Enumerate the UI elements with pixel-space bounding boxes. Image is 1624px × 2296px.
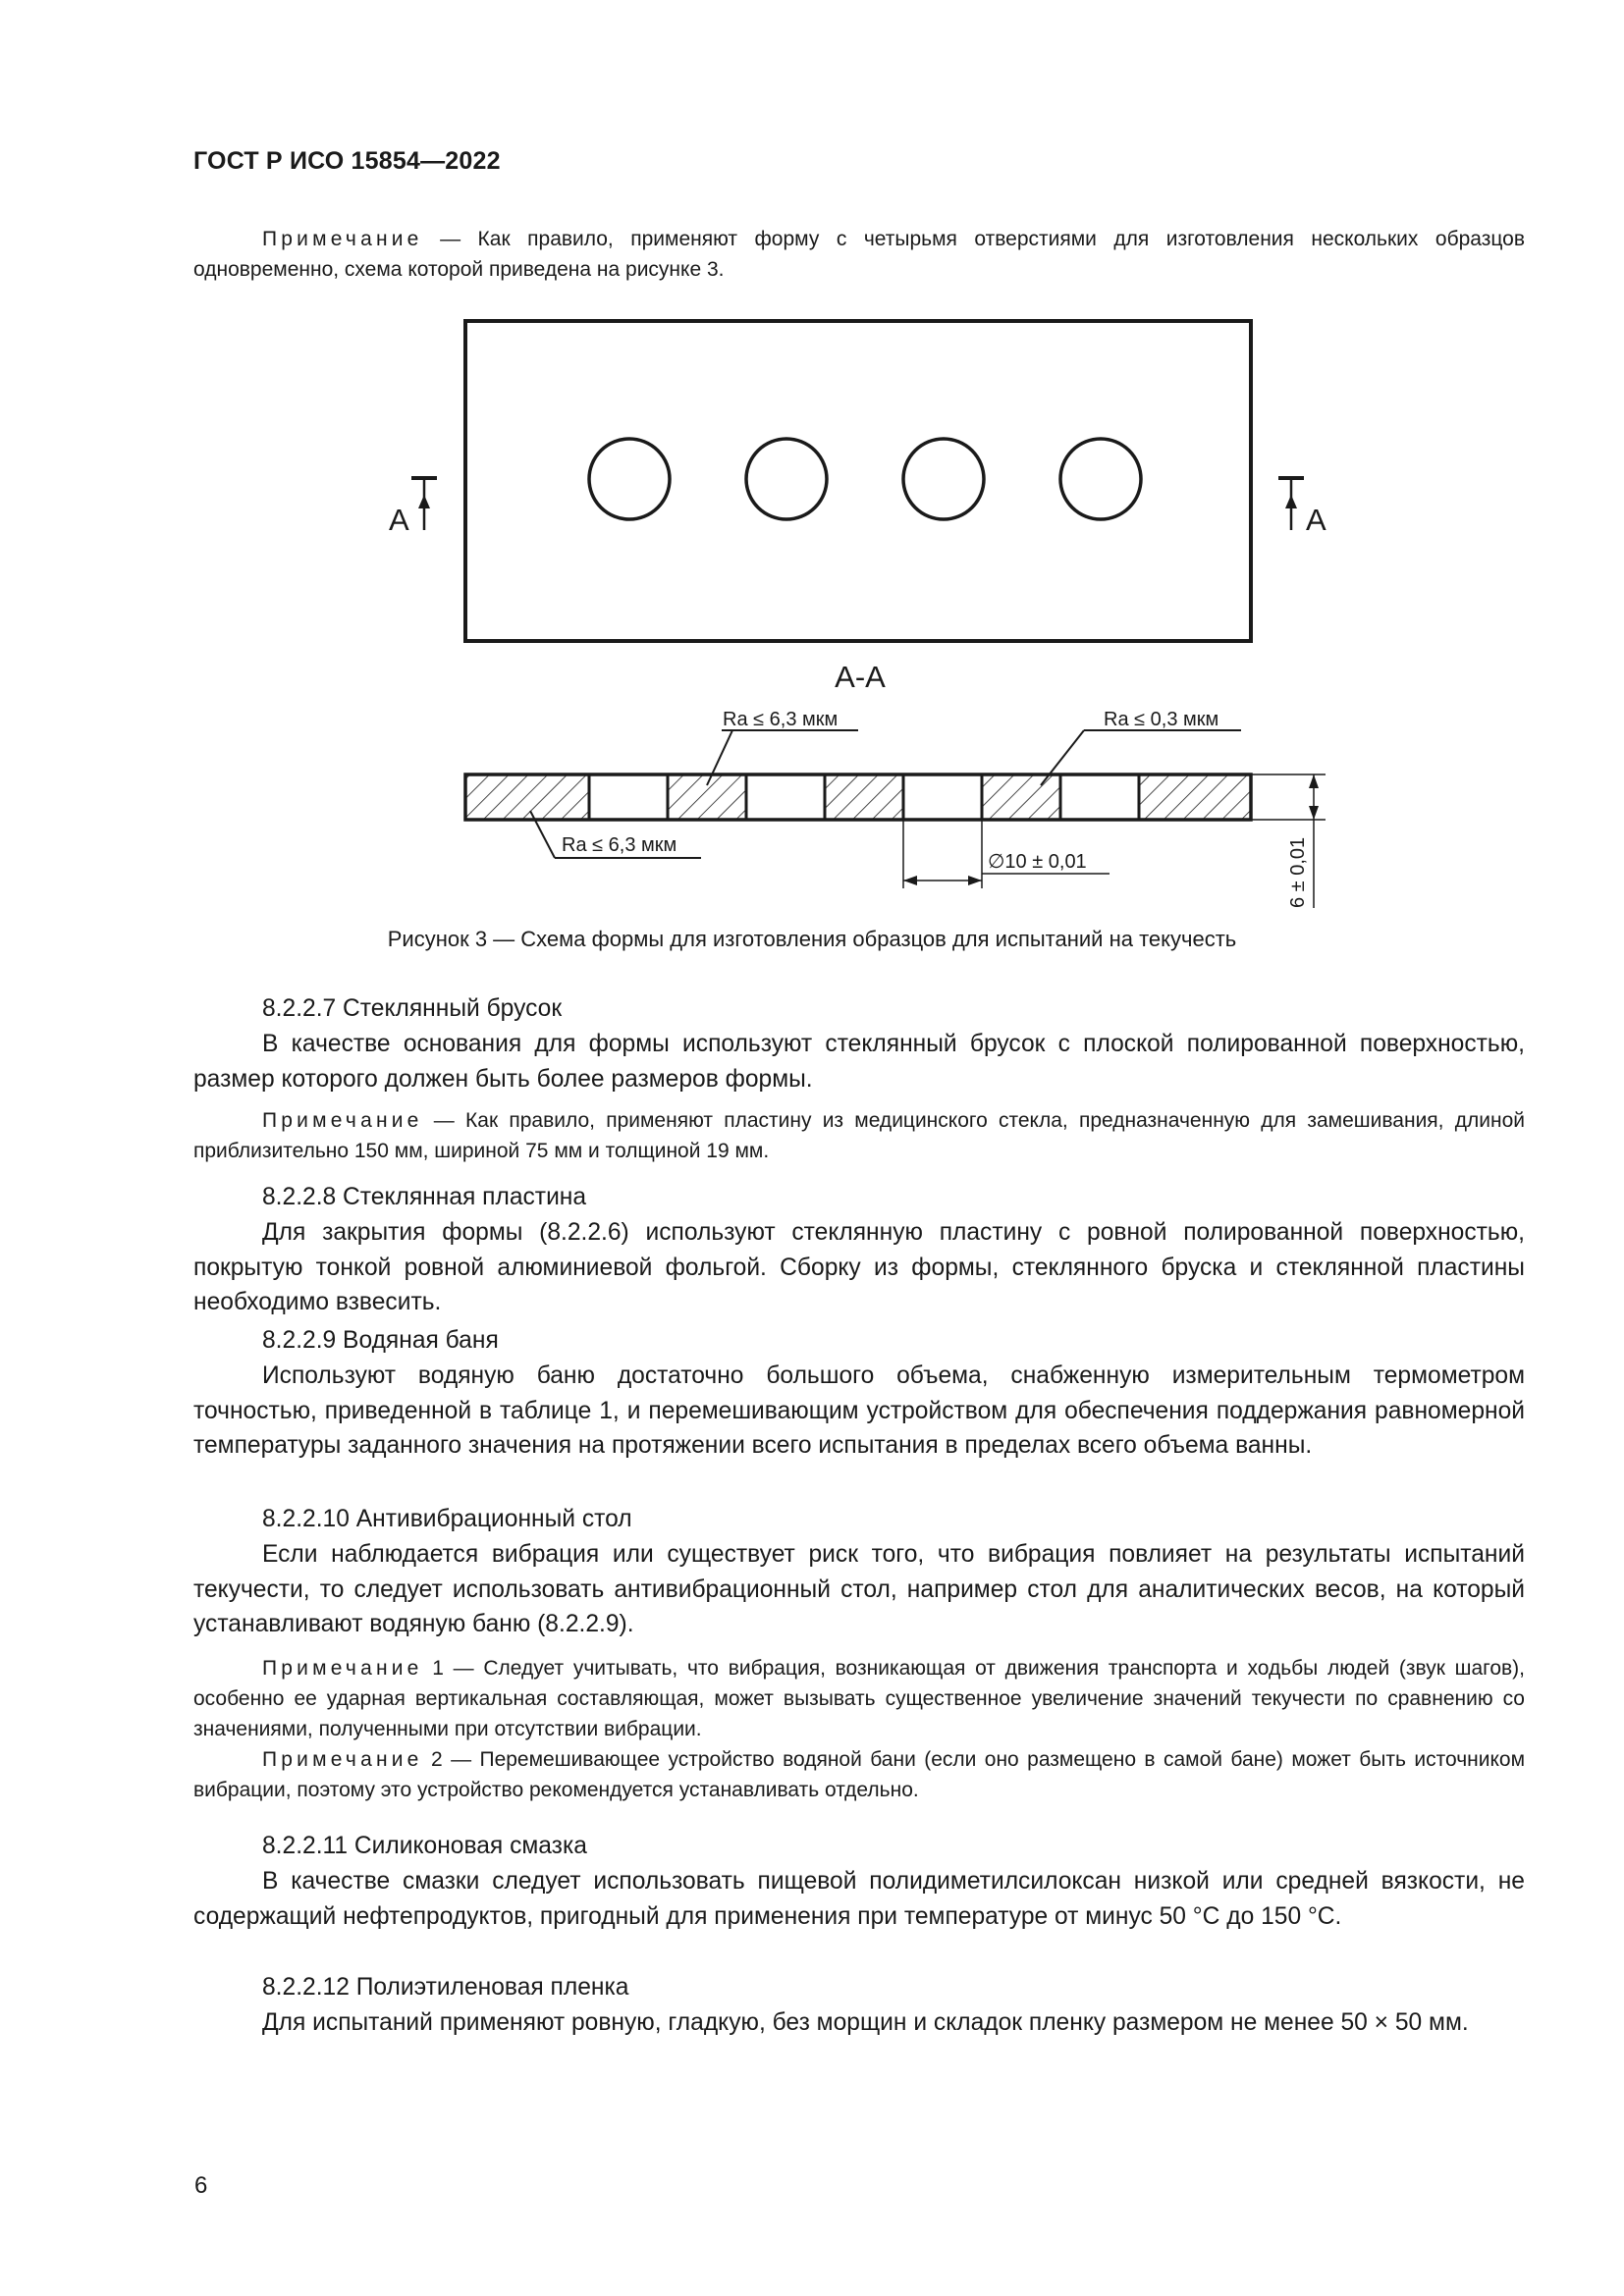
section-text: Используют водяную баню достаточно большого объема, снабженную измерительным термометром точностью, приведенной в таблице 1, и перемешивающим устройством для обеспечения поддержания равномерной температуры заданного значения на протяжении всего испытания в пределах всего объема ванны. (193, 1362, 1525, 1460)
mold-hole-2 (746, 439, 827, 519)
note2-label: Примечание (262, 1748, 423, 1771)
section-8-2-2-9 (193, 1323, 1525, 1464)
section-heading: 8.2.2.8 Стеклянная пластина (262, 1184, 587, 1210)
section-8-2-2-8 (193, 1180, 1525, 1320)
ra-bottom-label: Ra ≤ 6,3 мкм (562, 834, 677, 856)
note2-text: 2 — Перемешивающее устройство водяной бани (если оно размещено в самой бане) может быть источником вибрации, поэтому это устройство рекомендуется устанавливать отдельно. (193, 1748, 1526, 1801)
section-text: Если наблюдается вибрация или существует риск того, что вибрация повлияет на результаты испытаний текучести, то следует использовать антивибрационный стол, например стол для аналитических весов, на который устанавливают водяную баню (8.2.2.9). (193, 1540, 1525, 1638)
thickness-dimension (1251, 774, 1326, 908)
section-heading: 8.2.2.7 Стеклянный брусок (262, 995, 563, 1022)
thickness-label: 6 ± 0,01 (1287, 836, 1309, 908)
note-8-2-2-7 (193, 1105, 1525, 1166)
page-number: 6 (194, 2172, 208, 2199)
ra-top-right-label: Ra ≤ 0,3 мкм (1104, 709, 1219, 730)
note-text: — Как правило, применяют форму с четырьмя отверстиями для изготовления нескольких образцов одновременно, схема которой приведена на рисунке 3. (193, 228, 1525, 281)
mold-hole-4 (1060, 439, 1141, 519)
section-mark-left (389, 478, 437, 537)
section-8-2-2-12 (193, 1970, 1525, 2041)
mold-hole-1 (589, 439, 670, 519)
section-8-2-2-11 (193, 1829, 1525, 1934)
section-mark-left-label: A (389, 503, 409, 537)
section-mark-right-label: A (1306, 503, 1326, 537)
document-header: ГОСТ Р ИСО 15854—2022 (193, 147, 501, 175)
ra-top-left-label: Ra ≤ 6,3 мкм (723, 709, 839, 730)
section-heading: 8.2.2.10 Антивибрационный стол (262, 1506, 632, 1532)
note1-label: Примечание (262, 1657, 423, 1680)
diameter-label: ∅10 ± 0,01 (988, 851, 1087, 873)
section-heading: 8.2.2.11 Силиконовая смазка (262, 1833, 587, 1859)
section-text: Для закрытия формы (8.2.2.6) используют стеклянную пластину с ровной полированной поверхностью, покрытую тонкой ровной алюминиевой фольгой. Сборку из формы, стеклянного бруска и стеклянной пластины необходимо взвесить. (193, 1218, 1525, 1316)
diameter-dimension (903, 820, 1110, 888)
section-text: В качестве смазки следует использовать пищевой полидиметилсилоксан низкой или средней вязкости, не содержащий нефтепродуктов, пригодный для применения при температуре от минус 50 °С до 150 °С. (193, 1867, 1525, 1930)
section-heading: 8.2.2.12 Полиэтиленовая пленка (262, 1974, 629, 2001)
section-text: Для испытаний применяют ровную, гладкую, без морщин и складок пленку размером не менее 50 × 50 мм. (262, 2008, 1469, 2036)
mold-plan-view (465, 321, 1251, 641)
mold-cross-section (465, 774, 1251, 820)
note-text: — Как правило, применяют пластину из медицинского стекла, предназначенную для замешивания, длиной приблизительно 150 мм, шириной 75 мм и толщиной 19 мм. (193, 1109, 1525, 1162)
figure-caption: Рисунок 3 — Схема формы для изготовления образцов для испытаний на текучесть (387, 927, 1237, 951)
note1-text: 1 — Следует учитывать, что вибрация, возникающая от движения транспорта и ходьбы людей (звук шагов), особенно ее ударная вертикальная составляющая, может вызывать существенное увеличение значений текучести по сравнению со значениями, полученными при отсутствии вибрации. (193, 1657, 1525, 1740)
section-text: В качестве основания для формы используют стеклянный брусок с плоской полированной поверхностью, размер которого должен быть более размеров формы. (193, 1030, 1525, 1093)
section-8-2-2-10 (193, 1502, 1525, 1642)
section-heading: 8.2.2.9 Водяная баня (262, 1327, 499, 1354)
section-mark-right (1278, 478, 1326, 537)
mold-hole-3 (903, 439, 984, 519)
note-label: Примечание (262, 228, 423, 250)
notes-8-2-2-10 (193, 1653, 1525, 1805)
figure-3-diagram (0, 0, 1624, 923)
section-8-2-2-7 (193, 991, 1525, 1096)
section-title: A-A (835, 660, 886, 694)
note-label: Примечание (262, 1109, 423, 1132)
